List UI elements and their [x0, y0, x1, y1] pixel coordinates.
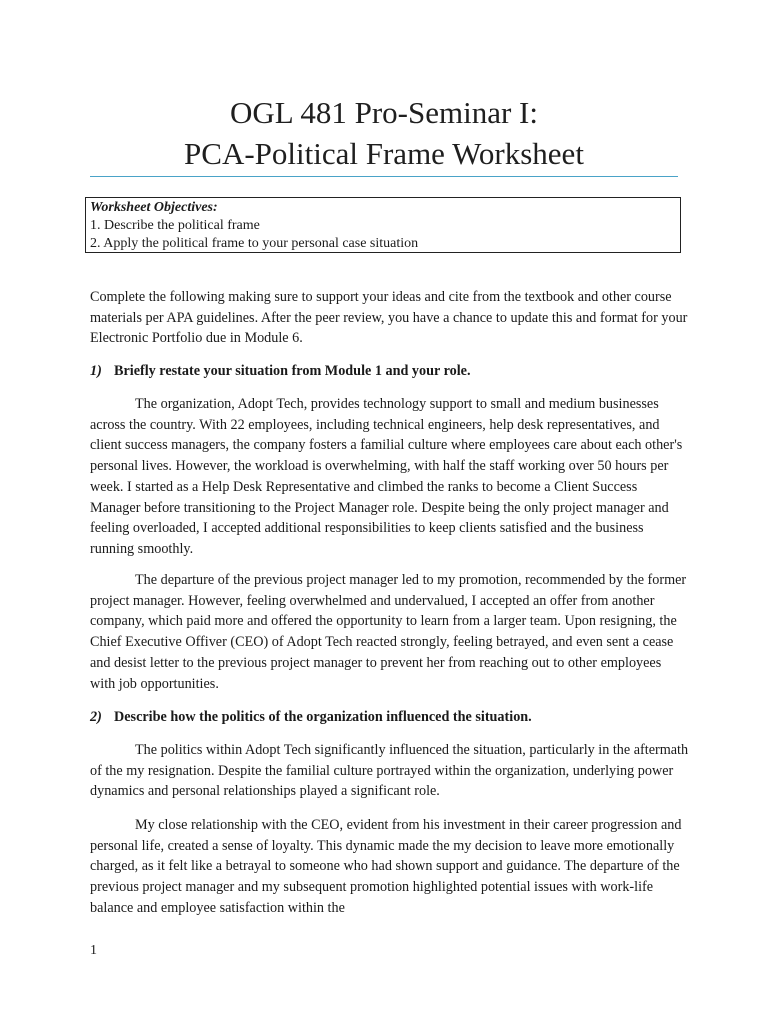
objective-item: 2. Apply the political frame to your personal case situation: [90, 236, 419, 251]
answer-2-paragraph-2: My close relationship with the CEO, evident from his investment in their career progression and personal life, created a sense of loyalty. This dynamic made the my decision to leave more emotionally charged, as it felt like a betrayal to someone who had shown support and guidance. The departure of the previous project manager and my subsequent promotion highlighted potential issues with work-life balance and employee satisfaction within the: [90, 817, 682, 916]
title-line-2: PCA-Political Frame Worksheet: [184, 136, 584, 171]
objectives-heading: Worksheet Objectives:: [90, 200, 218, 215]
question-text: Describe how the politics of the organization influenced the situation.: [114, 709, 532, 725]
title-line-1: OGL 481 Pro-Seminar I:: [230, 95, 538, 130]
question-number: 2): [90, 709, 102, 725]
title-divider: [90, 176, 678, 177]
question-text: Briefly restate your situation from Module 1 and your role.: [114, 363, 471, 379]
question-1: [90, 361, 690, 382]
answer-1-paragraph-1: The organization, Adopt Tech, provides technology support to small and medium businesses across the country. With 22 employees, including technical engineers, help desk representatives, and client success managers, the company fosters a familial culture where employees care about each other's personal lives. However, the workload is overwhelming, with half the staff working over 50 hours per week. I started as a Help Desk Representative and climbed the ranks to become a Client Success Manager before transitioning to the Project Manager role. Despite being the only project manager and feeling overloaded, I accepted additional responsibilities to keep clients satisfied and the business running smoothly.: [90, 396, 683, 557]
objective-item: 1. Describe the political frame: [90, 218, 260, 233]
answer-2-paragraph-1: The politics within Adopt Tech significantly influenced the situation, particularly in the aftermath of the my resignation. Despite the familial culture portrayed within the organization, underlying power dynamics and personal relationships played a significant role.: [90, 742, 689, 800]
question-number: 1): [90, 363, 102, 379]
page-title: [90, 92, 678, 174]
answer-1-paragraph-2: The departure of the previous project manager led to my promotion, recommended by the former project manager. However, feeling overwhelmed and undervalued, I accepted an offer from another company, which paid more and offered the opportunity to learn from a larger team. Upon resigning, the Chief Executive Offiver (CEO) of Adopt Tech reacted strongly, feeling betrayed, and even sent a cease and desist letter to the previous project manager to prevent her from reaching out to other employees with job opportunities.: [90, 572, 687, 692]
page-number: 1: [90, 943, 97, 958]
objectives-box: [85, 197, 681, 253]
question-2: [90, 707, 690, 728]
intro-paragraph: Complete the following making sure to support your ideas and cite from the textbook and other course materials per APA guidelines. After the peer review, you have a chance to update this and format for your Electronic Portfolio due in Module 6.: [90, 289, 688, 347]
